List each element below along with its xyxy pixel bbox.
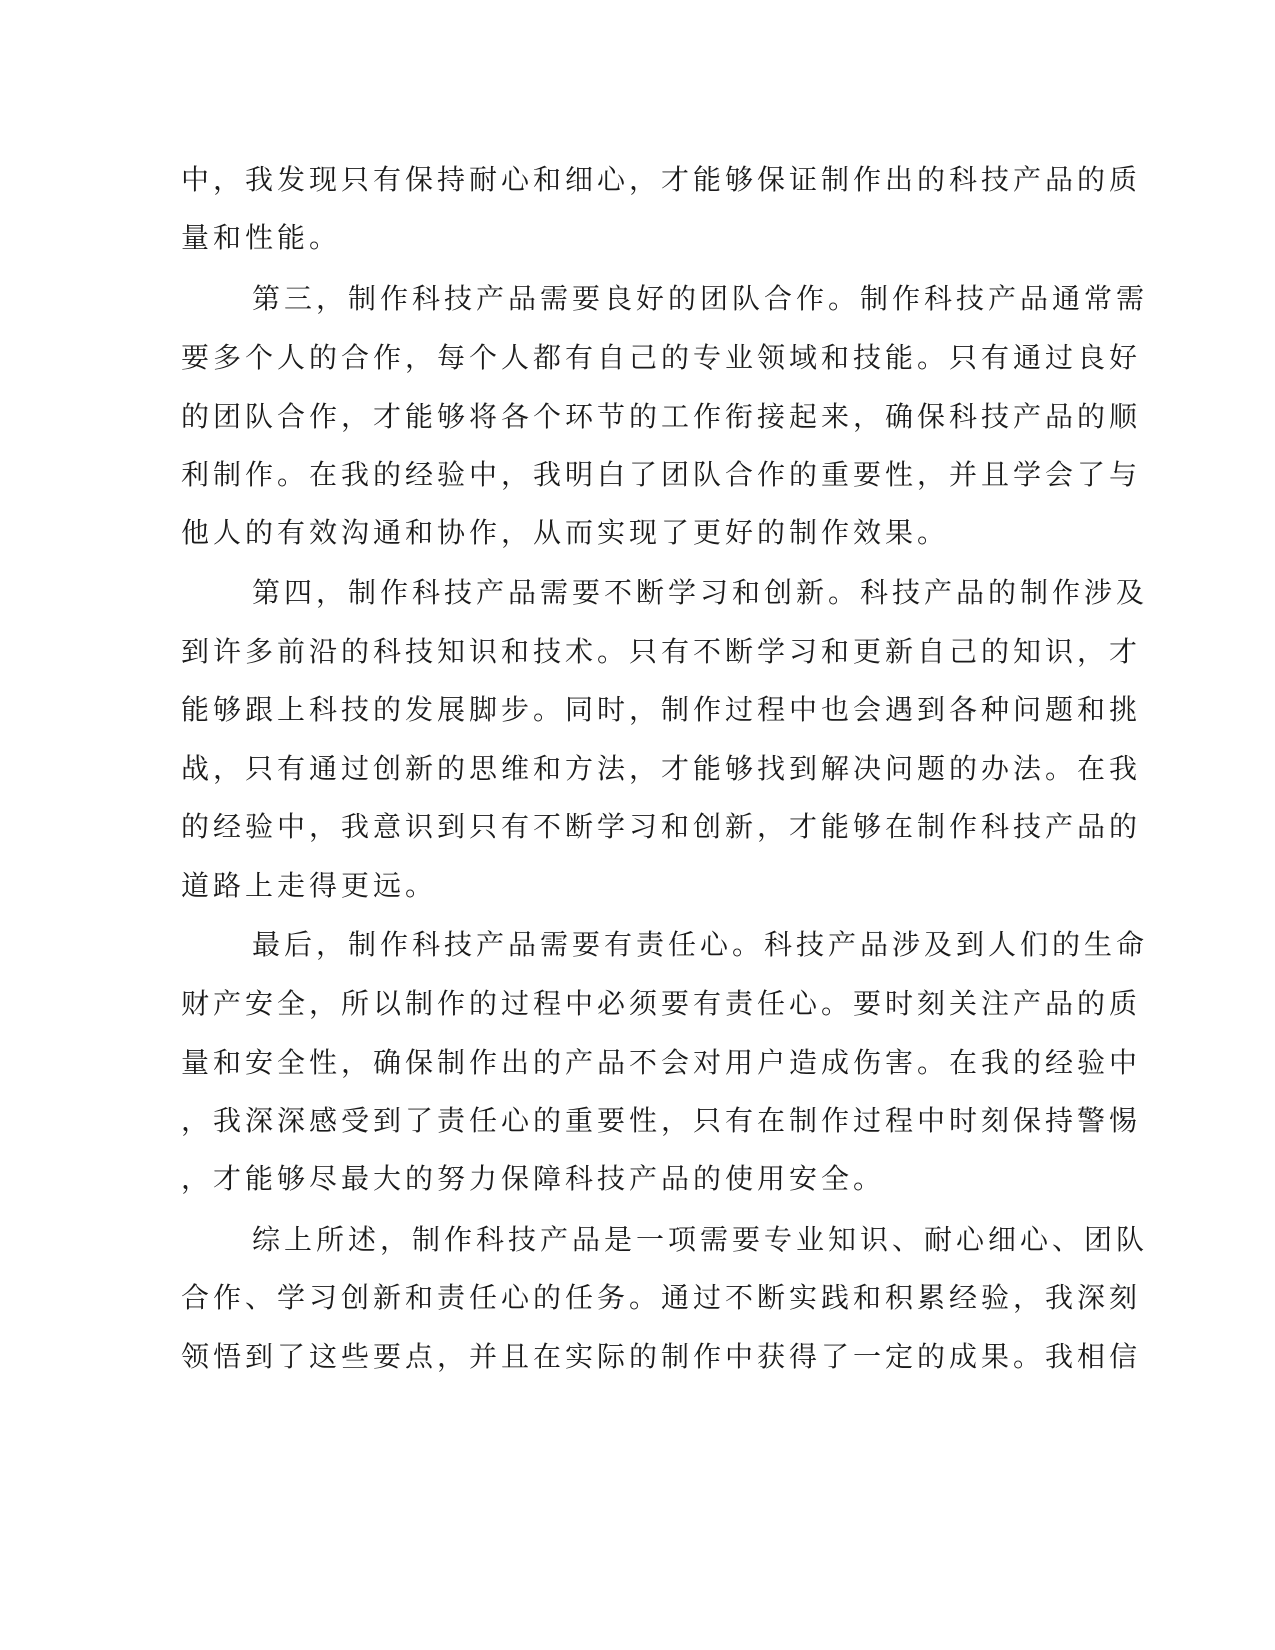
text-line-content: 第四，制作科技产品需要不断学习和创新。科技产品的制作涉及 bbox=[252, 576, 1149, 609]
text-line-content: 利制作。在我的经验中，我明白了团队合作的重要性，并且学会了与 bbox=[181, 458, 1142, 491]
text-line bbox=[0, 1278, 1275, 1318]
text-line bbox=[0, 1101, 1275, 1141]
text-line-content: 合作、学习创新和责任心的任务。通过不断实践和积累经验，我深刻 bbox=[181, 1281, 1142, 1314]
text-line-content: 第三，制作科技产品需要良好的团队合作。制作科技产品通常需 bbox=[252, 282, 1149, 315]
text-line-content: 量和性能。 bbox=[181, 221, 342, 254]
text-line bbox=[0, 279, 1275, 319]
text-line-content: ，我深深感受到了责任心的重要性，只有在制作过程中时刻保持警惕 bbox=[181, 1104, 1142, 1137]
text-line bbox=[0, 1043, 1275, 1083]
text-line-content: 中，我发现只有保持耐心和细心，才能够保证制作出的科技产品的质 bbox=[181, 163, 1142, 196]
text-line bbox=[0, 218, 1275, 258]
text-line bbox=[0, 866, 1275, 906]
text-line-content: 量和安全性，确保制作出的产品不会对用户造成伤害。在我的经验中 bbox=[181, 1046, 1142, 1079]
text-line-content: 要多个人的合作，每个人都有自己的专业领域和技能。只有通过良好 bbox=[181, 341, 1142, 374]
text-line-content: 战，只有通过创新的思维和方法，才能够找到解决问题的办法。在我 bbox=[181, 752, 1142, 785]
text-line-content: 财产安全，所以制作的过程中必须要有责任心。要时刻关注产品的质 bbox=[181, 987, 1142, 1020]
text-line bbox=[0, 513, 1275, 553]
text-line bbox=[0, 984, 1275, 1024]
text-line-content: 到许多前沿的科技知识和技术。只有不断学习和更新自己的知识，才 bbox=[181, 635, 1142, 668]
text-line bbox=[0, 1337, 1275, 1377]
text-line bbox=[0, 160, 1275, 200]
text-line bbox=[0, 690, 1275, 730]
text-line-content: 道路上走得更远。 bbox=[181, 869, 438, 902]
text-line-content: 的经验中，我意识到只有不断学习和创新，才能够在制作科技产品的 bbox=[181, 810, 1142, 843]
text-line-content: 他人的有效沟通和协作，从而实现了更好的制作效果。 bbox=[181, 516, 950, 549]
text-line bbox=[0, 807, 1275, 847]
text-line-content: 综上所述，制作科技产品是一项需要专业知识、耐心细心、团队 bbox=[252, 1223, 1149, 1256]
text-line-content: ，才能够尽最大的努力保障科技产品的使用安全。 bbox=[181, 1162, 886, 1195]
text-line bbox=[0, 925, 1275, 965]
text-line bbox=[0, 397, 1275, 437]
text-line bbox=[0, 1220, 1275, 1260]
text-line bbox=[0, 455, 1275, 495]
text-line bbox=[0, 632, 1275, 672]
text-line-content: 领悟到了这些要点，并且在实际的制作中获得了一定的成果。我相信 bbox=[181, 1340, 1142, 1373]
text-line-content: 最后，制作科技产品需要有责任心。科技产品涉及到人们的生命 bbox=[252, 928, 1149, 961]
text-line bbox=[0, 338, 1275, 378]
text-line bbox=[0, 573, 1275, 613]
text-line bbox=[0, 749, 1275, 789]
text-line-content: 的团队合作，才能够将各个环节的工作衔接起来，确保科技产品的顺 bbox=[181, 400, 1142, 433]
text-line-content: 能够跟上科技的发展脚步。同时，制作过程中也会遇到各种问题和挑 bbox=[181, 693, 1142, 726]
text-line bbox=[0, 1159, 1275, 1199]
